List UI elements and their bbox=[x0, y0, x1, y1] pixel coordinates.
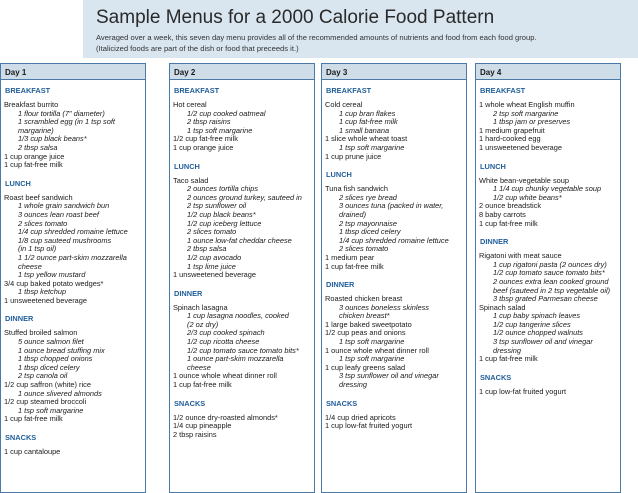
page-subtitle bbox=[96, 33, 537, 54]
menu-item: 1 cup orange juice bbox=[4, 151, 65, 161]
menu-item: Hot cereal bbox=[173, 100, 207, 109]
menu-ingredient: 1 tsp soft margarine bbox=[339, 337, 405, 347]
menu-item: 1 cup fat-free milk bbox=[479, 354, 538, 364]
menu-item: Stuffed broiled salmon bbox=[4, 328, 78, 338]
meal-heading-breakfast: BREAKFAST bbox=[5, 86, 51, 95]
menu-ingredient: 2/3 cup cooked spinach bbox=[187, 328, 265, 338]
menu-item: Roasted chicken breast bbox=[325, 294, 403, 304]
menu-ingredient: 1 tbsp diced celery bbox=[339, 227, 401, 237]
menu-ingredient: 1 tsp soft margarine bbox=[187, 125, 253, 135]
menu-ingredient: cheese bbox=[18, 261, 42, 271]
day-header: Day 2 bbox=[170, 64, 314, 80]
meal-heading-snacks: SNACKS bbox=[326, 398, 358, 408]
day-column-4 bbox=[475, 63, 621, 493]
menu-item: 1/4 cup dried apricots bbox=[325, 412, 396, 422]
meal-heading-breakfast: BREAKFAST bbox=[326, 86, 372, 95]
menu-ingredient: 1 cup rigatoni pasta (2 ounces dry) bbox=[493, 259, 607, 269]
menu-item: Tuna fish sandwich bbox=[325, 184, 388, 194]
menu-item: Taco salad bbox=[173, 175, 209, 185]
menu-ingredient: 1/3 cup black beans* bbox=[18, 134, 87, 144]
menu-item: 2 ounce breadstick bbox=[479, 201, 542, 211]
menu-item: 1 ounce whole wheat dinner roll bbox=[325, 345, 429, 355]
meal-heading-lunch: LUNCH bbox=[480, 161, 506, 171]
meal-heading-snacks: SNACKS bbox=[174, 398, 206, 408]
menu-ingredient: 1/2 cup tomato sauce tomato bits* bbox=[187, 345, 299, 355]
menu-ingredient: 1 cup bran flakes bbox=[339, 108, 396, 118]
menu-item: 1/2 cup fat-free milk bbox=[173, 134, 238, 144]
menu-ingredient: 1/2 cup tangerine slices bbox=[493, 319, 571, 329]
menu-item: 1 slice whole wheat toast bbox=[325, 134, 408, 144]
menu-ingredient: 1 tsp soft margarine bbox=[18, 405, 84, 415]
menu-ingredient: 1 ounce slivered almonds bbox=[18, 388, 102, 398]
menu-ingredient: chicken breast* bbox=[339, 311, 390, 321]
menu-ingredient: 2 slices tomato bbox=[187, 227, 237, 237]
menu-ingredient: 2 tsp canola oil bbox=[18, 371, 68, 381]
menu-ingredient: 1 tbsp chopped onions bbox=[18, 354, 93, 364]
meal-heading-dinner: DINNER bbox=[480, 237, 509, 247]
menu-item: 2 tbsp raisins bbox=[173, 429, 217, 439]
menu-ingredient: 3 ounces boneless skinless bbox=[339, 302, 429, 312]
menu-ingredient: 2 tsp sunflower oil bbox=[187, 201, 247, 211]
menu-item: 1 medium pear bbox=[325, 252, 375, 262]
menu-ingredient: 1/2 ounce chopped walnuts bbox=[493, 328, 583, 338]
day-column-3 bbox=[321, 63, 467, 493]
subtitle-line: Averaged over a week, this seven day menu provides all of the recommended amounts of nutrients and food from each food group. bbox=[96, 33, 537, 42]
menu-ingredient: 2 slices tomato bbox=[18, 218, 68, 228]
menu-ingredient: 2 ounces ground turkey, sauteed in bbox=[187, 192, 302, 202]
menu-ingredient: 1/2 cup cooked oatmeal bbox=[187, 108, 266, 118]
menu-item: Roast beef sandwich bbox=[4, 192, 73, 202]
menu-item: 1/2 ounce dry-roasted almonds* bbox=[173, 412, 278, 422]
menu-ingredient: 1 1/4 cup chunky vegetable soup bbox=[493, 184, 602, 194]
meal-heading-dinner: DINNER bbox=[326, 280, 355, 290]
meal-heading-breakfast: BREAKFAST bbox=[174, 86, 220, 95]
menu-ingredient: 2 tbsp raisins bbox=[187, 117, 231, 127]
menu-ingredient: 1 whole grain sandwich bun bbox=[18, 201, 110, 211]
menu-ingredient: 1/4 cup shredded romaine lettuce bbox=[339, 235, 449, 245]
menu-item: Rigatoni with meat sauce bbox=[479, 251, 562, 261]
menu-item: 1 cup leafy greens salad bbox=[325, 362, 406, 372]
meal-heading-snacks: SNACKS bbox=[5, 433, 37, 442]
menu-item: 1 large baked sweetpotato bbox=[325, 319, 412, 329]
menu-item: 1/2 cup peas and onions bbox=[325, 328, 406, 338]
meal-heading-breakfast: BREAKFAST bbox=[480, 86, 526, 95]
menu-ingredient: 1/2 cup black beans* bbox=[187, 209, 256, 219]
menu-ingredient: 3 tsp sunflower oil and vinegar bbox=[493, 337, 593, 347]
menu-ingredient: margarine) bbox=[18, 125, 54, 135]
page-title: Sample Menus for a 2000 Calorie Food Pattern bbox=[96, 7, 495, 28]
menu-item: 1/2 cup saffron (white) rice bbox=[4, 380, 91, 390]
menu-ingredient: 3 tbsp grated Parmesan cheese bbox=[493, 294, 598, 304]
menu-ingredient: 1 ounce part-skim mozzarella bbox=[187, 354, 284, 364]
menu-ingredient: dressing bbox=[493, 345, 521, 355]
meal-heading-snacks: SNACKS bbox=[480, 372, 512, 382]
day-column-1 bbox=[0, 63, 146, 493]
menu-ingredient: 2 tbsp salsa bbox=[18, 142, 58, 152]
menu-ingredient: 1 tbsp ketchup bbox=[18, 287, 67, 297]
meal-heading-lunch: LUNCH bbox=[326, 170, 352, 180]
menu-ingredient: 1/2 cup tomato sauce tomato bits* bbox=[493, 268, 605, 278]
day-column-2 bbox=[169, 63, 315, 493]
menu-item: 1 cup cantaloupe bbox=[4, 447, 61, 456]
menu-ingredient: (in 1 tsp oil) bbox=[18, 244, 57, 254]
menu-ingredient: 1 small banana bbox=[339, 125, 390, 135]
menu-item: Cold cereal bbox=[325, 100, 363, 109]
menu-ingredient: 1 cup baby spinach leaves bbox=[493, 311, 581, 321]
menu-item: 1 cup fat-free milk bbox=[479, 218, 538, 228]
menu-item: 1 cup orange juice bbox=[173, 142, 234, 152]
menu-item: White bean-vegetable soup bbox=[479, 175, 569, 185]
menu-item: 1 cup fat-free milk bbox=[4, 160, 63, 170]
menu-ingredient: beef (sauteed in 2 tsp vegetable oil) bbox=[493, 285, 611, 295]
menu-ingredient: 5 ounce salmon filet bbox=[18, 337, 84, 347]
menu-ingredient: 1 tsp yellow mustard bbox=[18, 270, 86, 280]
menu-item: 1 whole wheat English muffin bbox=[479, 100, 575, 109]
menu-item: 1 cup low-fat fruited yogurt bbox=[325, 421, 413, 431]
day-header: Day 4 bbox=[476, 64, 620, 80]
menu-item: Breakfast burrito bbox=[4, 100, 59, 109]
menu-ingredient: (2 oz dry) bbox=[187, 319, 219, 329]
menu-ingredient: dressing bbox=[339, 380, 367, 390]
menu-ingredient: cheese bbox=[187, 362, 211, 372]
menu-item: Spinach salad bbox=[479, 302, 526, 312]
menu-item: 1/4 cup pineapple bbox=[173, 421, 232, 431]
day-header: Day 1 bbox=[1, 64, 145, 80]
menu-item: 1 cup low-fat fruited yogurt bbox=[479, 386, 567, 396]
menu-ingredient: 1/2 cup ricotta cheese bbox=[187, 337, 260, 347]
menu-ingredient: 1 tbsp diced celery bbox=[18, 362, 80, 372]
menu-ingredient: drained) bbox=[339, 209, 367, 219]
menu-ingredient: 3 tsp sunflower oil and vinegar bbox=[339, 371, 439, 381]
meal-heading-dinner: DINNER bbox=[174, 288, 203, 298]
menu-item: 1 unsweetened beverage bbox=[4, 295, 88, 305]
meal-heading-lunch: LUNCH bbox=[5, 178, 31, 188]
menu-item: 1 cup fat-free milk bbox=[325, 261, 384, 271]
menu-ingredient: 2 tsp mayonnaise bbox=[339, 218, 397, 228]
menu-ingredient: 1 scrambled egg (in 1 tsp soft bbox=[18, 117, 115, 127]
menu-ingredient: 1 ounce bread stuffing mix bbox=[18, 345, 105, 355]
menu-item: 1 medium grapefruit bbox=[479, 125, 545, 135]
menu-ingredient: 1 1/2 ounce part-skim mozzarella bbox=[18, 252, 127, 262]
menu-ingredient: 2 tbsp salsa bbox=[187, 244, 227, 254]
subtitle-note: (Italicized foods are part of the dish or food that preceeds it.) bbox=[96, 43, 299, 53]
menu-item: 1 ounce whole wheat dinner roll bbox=[173, 371, 277, 381]
menu-ingredient: 1 cup lasagna noodles, cooked bbox=[187, 311, 289, 321]
day-header: Day 3 bbox=[322, 64, 466, 80]
menu-ingredient: 2 slices tomato bbox=[339, 244, 389, 254]
menu-ingredient: 3 ounces lean roast beef bbox=[18, 209, 99, 219]
menu-ingredient: 1 tsp lime juice bbox=[187, 261, 236, 271]
menu-item: 1 cup prune juice bbox=[325, 151, 382, 161]
menu-ingredient: 2 ounces tortilla chips bbox=[187, 184, 259, 194]
menu-ingredient: 3 ounces tuna (packed in water, bbox=[339, 201, 444, 211]
menu-item: 1 unsweetened beverage bbox=[479, 142, 563, 152]
menu-ingredient: 1 tbsp jam or preserves bbox=[493, 117, 571, 127]
menu-ingredient: 1 tsp soft margarine bbox=[339, 142, 405, 152]
menu-item: 1/2 cup steamed broccoli bbox=[4, 397, 87, 407]
menu-ingredient: 1 ounce low-fat cheddar cheese bbox=[187, 235, 292, 245]
menu-item: 3/4 cup baked potato wedges* bbox=[4, 278, 104, 288]
menu-item: Spinach lasagna bbox=[173, 302, 228, 312]
menu-ingredient: 1/2 cup iceberg lettuce bbox=[187, 218, 262, 228]
header-banner bbox=[83, 0, 638, 58]
menu-ingredient: 2 slices rye bread bbox=[339, 192, 397, 202]
menu-ingredient: 1/4 cup shredded romaine lettuce bbox=[18, 227, 128, 237]
menu-ingredient: 1/2 cup avocado bbox=[187, 252, 242, 262]
meal-heading-dinner: DINNER bbox=[5, 314, 34, 324]
menu-ingredient: 1 tsp soft margarine bbox=[339, 354, 405, 364]
menu-ingredient: 1 flour tortilla (7" diameter) bbox=[18, 108, 105, 118]
menu-item: 8 baby carrots bbox=[479, 209, 526, 219]
menu-ingredient: 2 ounces extra lean cooked ground bbox=[493, 276, 609, 286]
menu-item: 1 unsweetened beverage bbox=[173, 270, 257, 280]
menu-ingredient: 1 cup fat-free milk bbox=[339, 117, 398, 127]
menu-ingredient: 2 tsp soft margarine bbox=[493, 108, 559, 118]
menu-ingredient: 1/2 cup white beans* bbox=[493, 192, 562, 202]
menu-item: 1 hard-cooked egg bbox=[479, 134, 541, 144]
meal-heading-lunch: LUNCH bbox=[174, 161, 200, 171]
menu-item: 1 cup fat-free milk bbox=[4, 414, 63, 424]
menu-ingredient: 1/8 cup sauteed mushrooms bbox=[18, 235, 112, 245]
menu-item: 1 cup fat-free milk bbox=[173, 380, 232, 390]
